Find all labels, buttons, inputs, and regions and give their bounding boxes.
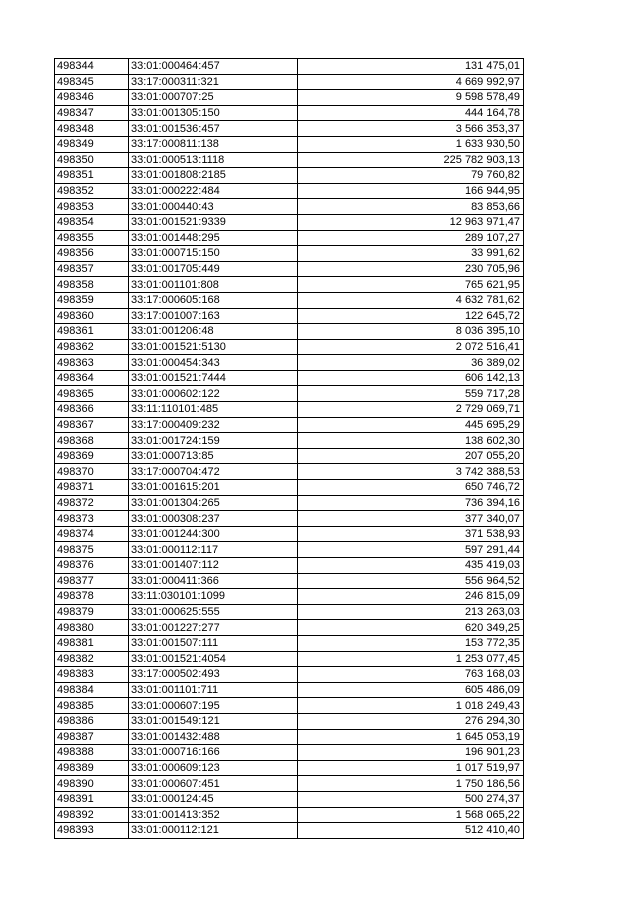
- row-id-cell: 498365: [55, 386, 129, 402]
- table-row: [55, 698, 524, 714]
- table-row: [55, 713, 524, 729]
- row-id-cell: 498373: [55, 511, 129, 527]
- cadastral-number-cell: 33:17:000409:232: [129, 417, 298, 433]
- row-id-cell: 498381: [55, 635, 129, 651]
- cadastral-number-cell: 33:01:001521:7444: [129, 370, 298, 386]
- cadastral-number-cell: 33:01:000713:85: [129, 448, 298, 464]
- cadastral-number-cell: 33:01:000716:166: [129, 745, 298, 761]
- value-cell: 1 568 065,22: [298, 807, 524, 823]
- table-row: [55, 324, 524, 340]
- row-id-cell: 498367: [55, 417, 129, 433]
- table-row: [55, 261, 524, 277]
- value-cell: 606 142,13: [298, 370, 524, 386]
- value-cell: 122 645,72: [298, 308, 524, 324]
- value-cell: 371 538,93: [298, 526, 524, 542]
- table-row: [55, 308, 524, 324]
- row-id-cell: 498348: [55, 121, 129, 137]
- value-cell: 1 017 519,97: [298, 760, 524, 776]
- table-row: [55, 152, 524, 168]
- row-id-cell: 498387: [55, 729, 129, 745]
- cadastral-number-cell: 33:11:110101:485: [129, 402, 298, 418]
- value-cell: 225 782 903,13: [298, 152, 524, 168]
- value-cell: 597 291,44: [298, 542, 524, 558]
- row-id-cell: 498379: [55, 604, 129, 620]
- row-id-cell: 498360: [55, 308, 129, 324]
- cadastral-number-cell: 33:17:000704:472: [129, 464, 298, 480]
- cadastral-number-cell: 33:01:001413:352: [129, 807, 298, 823]
- cadastral-number-cell: 33:01:000222:484: [129, 183, 298, 199]
- table-row: [55, 651, 524, 667]
- table-row: [55, 292, 524, 308]
- table-row: [55, 214, 524, 230]
- cadastral-number-cell: 33:01:000609:123: [129, 760, 298, 776]
- table-row: [55, 558, 524, 574]
- table-row: [55, 542, 524, 558]
- cadastral-number-cell: 33:17:000502:493: [129, 667, 298, 683]
- cadastral-number-cell: 33:01:001101:711: [129, 682, 298, 698]
- cadastral-number-cell: 33:01:001549:121: [129, 713, 298, 729]
- cadastral-number-cell: 33:01:001407:112: [129, 558, 298, 574]
- row-id-cell: 498349: [55, 136, 129, 152]
- cadastral-number-cell: 33:11:030101:1099: [129, 589, 298, 605]
- value-cell: 196 901,23: [298, 745, 524, 761]
- value-cell: 2 729 069,71: [298, 402, 524, 418]
- row-id-cell: 498392: [55, 807, 129, 823]
- value-cell: 8 036 395,10: [298, 324, 524, 340]
- table-row: [55, 526, 524, 542]
- row-id-cell: 498372: [55, 495, 129, 511]
- value-cell: 153 772,35: [298, 635, 524, 651]
- value-cell: 1 018 249,43: [298, 698, 524, 714]
- table-row: [55, 74, 524, 90]
- cadastral-number-cell: 33:01:001448:295: [129, 230, 298, 246]
- value-cell: 207 055,20: [298, 448, 524, 464]
- value-cell: 512 410,40: [298, 823, 524, 839]
- row-id-cell: 498391: [55, 791, 129, 807]
- table-row: [55, 121, 524, 137]
- cadastral-number-cell: 33:01:001432:488: [129, 729, 298, 745]
- value-cell: 83 853,66: [298, 199, 524, 215]
- value-cell: 2 072 516,41: [298, 339, 524, 355]
- cadastral-number-cell: 33:01:000625:555: [129, 604, 298, 620]
- table-row: [55, 59, 524, 75]
- table-row: [55, 589, 524, 605]
- table-row: [55, 183, 524, 199]
- cadastral-number-cell: 33:01:001724:159: [129, 433, 298, 449]
- value-cell: 435 419,03: [298, 558, 524, 574]
- cadastral-number-cell: 33:01:000411:366: [129, 573, 298, 589]
- row-id-cell: 498377: [55, 573, 129, 589]
- value-cell: 1 645 053,19: [298, 729, 524, 745]
- table-row: [55, 339, 524, 355]
- cadastral-number-cell: 33:01:000440:43: [129, 199, 298, 215]
- row-id-cell: 498354: [55, 214, 129, 230]
- cadastral-number-cell: 33:17:000311:321: [129, 74, 298, 90]
- row-id-cell: 498347: [55, 105, 129, 121]
- row-id-cell: 498378: [55, 589, 129, 605]
- table-row: [55, 791, 524, 807]
- value-cell: 36 389,02: [298, 355, 524, 371]
- value-cell: 763 168,03: [298, 667, 524, 683]
- row-id-cell: 498375: [55, 542, 129, 558]
- table-row: [55, 90, 524, 106]
- cadastral-number-cell: 33:01:000308:237: [129, 511, 298, 527]
- value-cell: 138 602,30: [298, 433, 524, 449]
- cadastral-number-cell: 33:01:000124:45: [129, 791, 298, 807]
- table-row: [55, 573, 524, 589]
- cadastral-number-cell: 33:01:001305:150: [129, 105, 298, 121]
- table-row: [55, 199, 524, 215]
- table-row: [55, 277, 524, 293]
- table-row: [55, 355, 524, 371]
- cadastral-number-cell: 33:17:000605:168: [129, 292, 298, 308]
- row-id-cell: 498382: [55, 651, 129, 667]
- value-cell: 605 486,09: [298, 682, 524, 698]
- cadastral-number-cell: 33:01:000513:1118: [129, 152, 298, 168]
- row-id-cell: 498376: [55, 558, 129, 574]
- cadastral-number-cell: 33:01:000602:122: [129, 386, 298, 402]
- row-id-cell: 498345: [55, 74, 129, 90]
- table-row: [55, 807, 524, 823]
- row-id-cell: 498350: [55, 152, 129, 168]
- cadastral-number-cell: 33:01:001521:4054: [129, 651, 298, 667]
- row-id-cell: 498390: [55, 776, 129, 792]
- table-row: [55, 136, 524, 152]
- value-cell: 736 394,16: [298, 495, 524, 511]
- value-cell: 1 750 186,56: [298, 776, 524, 792]
- table-row: [55, 760, 524, 776]
- table-row: [55, 105, 524, 121]
- table-row: [55, 495, 524, 511]
- row-id-cell: 498355: [55, 230, 129, 246]
- value-cell: 1 633 930,50: [298, 136, 524, 152]
- value-cell: 765 621,95: [298, 277, 524, 293]
- table-row: [55, 823, 524, 839]
- table-row: [55, 168, 524, 184]
- table-row: [55, 776, 524, 792]
- cadastral-number-cell: 33:01:000715:150: [129, 246, 298, 262]
- row-id-cell: 498346: [55, 90, 129, 106]
- value-cell: 445 695,29: [298, 417, 524, 433]
- table-row: [55, 448, 524, 464]
- row-id-cell: 498366: [55, 402, 129, 418]
- cadastral-number-cell: 33:01:001521:5130: [129, 339, 298, 355]
- table-row: [55, 667, 524, 683]
- row-id-cell: 498344: [55, 59, 129, 75]
- table-row: [55, 604, 524, 620]
- row-id-cell: 498374: [55, 526, 129, 542]
- cadastral-number-cell: 33:17:001007:163: [129, 308, 298, 324]
- table-row: [55, 230, 524, 246]
- cadastral-number-cell: 33:17:000811:138: [129, 136, 298, 152]
- cadastral-number-cell: 33:01:001705:449: [129, 261, 298, 277]
- value-cell: 289 107,27: [298, 230, 524, 246]
- value-cell: 33 991,62: [298, 246, 524, 262]
- row-id-cell: 498386: [55, 713, 129, 729]
- table-row: [55, 433, 524, 449]
- row-id-cell: 498364: [55, 370, 129, 386]
- row-id-cell: 498358: [55, 277, 129, 293]
- cadastral-number-cell: 33:01:001304:265: [129, 495, 298, 511]
- value-cell: 230 705,96: [298, 261, 524, 277]
- cadastral-number-cell: 33:01:000607:195: [129, 698, 298, 714]
- cadastral-number-cell: 33:01:000454:343: [129, 355, 298, 371]
- value-cell: 620 349,25: [298, 620, 524, 636]
- row-id-cell: 498363: [55, 355, 129, 371]
- value-cell: 4 669 992,97: [298, 74, 524, 90]
- value-cell: 1 253 077,45: [298, 651, 524, 667]
- table-row: [55, 417, 524, 433]
- row-id-cell: 498353: [55, 199, 129, 215]
- row-id-cell: 498393: [55, 823, 129, 839]
- value-cell: 213 263,03: [298, 604, 524, 620]
- cadastral-number-cell: 33:01:000607:451: [129, 776, 298, 792]
- row-id-cell: 498361: [55, 324, 129, 340]
- row-id-cell: 498351: [55, 168, 129, 184]
- cadastral-number-cell: 33:01:001507:111: [129, 635, 298, 651]
- cadastral-number-cell: 33:01:001615:201: [129, 480, 298, 496]
- table-row: [55, 729, 524, 745]
- value-cell: 276 294,30: [298, 713, 524, 729]
- value-cell: 4 632 781,62: [298, 292, 524, 308]
- cadastral-value-table: [54, 58, 524, 839]
- row-id-cell: 498385: [55, 698, 129, 714]
- cadastral-number-cell: 33:01:001206:48: [129, 324, 298, 340]
- value-cell: 3 566 353,37: [298, 121, 524, 137]
- value-cell: 9 598 578,49: [298, 90, 524, 106]
- table-row: [55, 620, 524, 636]
- table-row: [55, 745, 524, 761]
- value-cell: 444 164,78: [298, 105, 524, 121]
- row-id-cell: 498359: [55, 292, 129, 308]
- value-cell: 500 274,37: [298, 791, 524, 807]
- table-row: [55, 370, 524, 386]
- table-body: [55, 59, 524, 839]
- table-row: [55, 464, 524, 480]
- row-id-cell: 498362: [55, 339, 129, 355]
- value-cell: 3 742 388,53: [298, 464, 524, 480]
- cadastral-number-cell: 33:01:001244:300: [129, 526, 298, 542]
- row-id-cell: 498356: [55, 246, 129, 262]
- row-id-cell: 498357: [55, 261, 129, 277]
- cadastral-number-cell: 33:01:001521:9339: [129, 214, 298, 230]
- table-row: [55, 682, 524, 698]
- row-id-cell: 498383: [55, 667, 129, 683]
- table-row: [55, 635, 524, 651]
- cadastral-number-cell: 33:01:001227:277: [129, 620, 298, 636]
- row-id-cell: 498352: [55, 183, 129, 199]
- table-row: [55, 480, 524, 496]
- row-id-cell: 498369: [55, 448, 129, 464]
- cadastral-number-cell: 33:01:000112:117: [129, 542, 298, 558]
- table-row: [55, 402, 524, 418]
- value-cell: 559 717,28: [298, 386, 524, 402]
- row-id-cell: 498368: [55, 433, 129, 449]
- row-id-cell: 498389: [55, 760, 129, 776]
- table-row: [55, 511, 524, 527]
- cadastral-number-cell: 33:01:001536:457: [129, 121, 298, 137]
- row-id-cell: 498371: [55, 480, 129, 496]
- value-cell: 166 944,95: [298, 183, 524, 199]
- value-cell: 556 964,52: [298, 573, 524, 589]
- value-cell: 79 760,82: [298, 168, 524, 184]
- row-id-cell: 498380: [55, 620, 129, 636]
- cadastral-number-cell: 33:01:001808:2185: [129, 168, 298, 184]
- row-id-cell: 498370: [55, 464, 129, 480]
- table-row: [55, 246, 524, 262]
- cadastral-number-cell: 33:01:000464:457: [129, 59, 298, 75]
- row-id-cell: 498384: [55, 682, 129, 698]
- row-id-cell: 498388: [55, 745, 129, 761]
- value-cell: 12 963 971,47: [298, 214, 524, 230]
- cadastral-number-cell: 33:01:000112:121: [129, 823, 298, 839]
- value-cell: 650 746,72: [298, 480, 524, 496]
- table-row: [55, 386, 524, 402]
- cadastral-number-cell: 33:01:001101:808: [129, 277, 298, 293]
- cadastral-number-cell: 33:01:000707:25: [129, 90, 298, 106]
- value-cell: 246 815,09: [298, 589, 524, 605]
- value-cell: 131 475,01: [298, 59, 524, 75]
- value-cell: 377 340,07: [298, 511, 524, 527]
